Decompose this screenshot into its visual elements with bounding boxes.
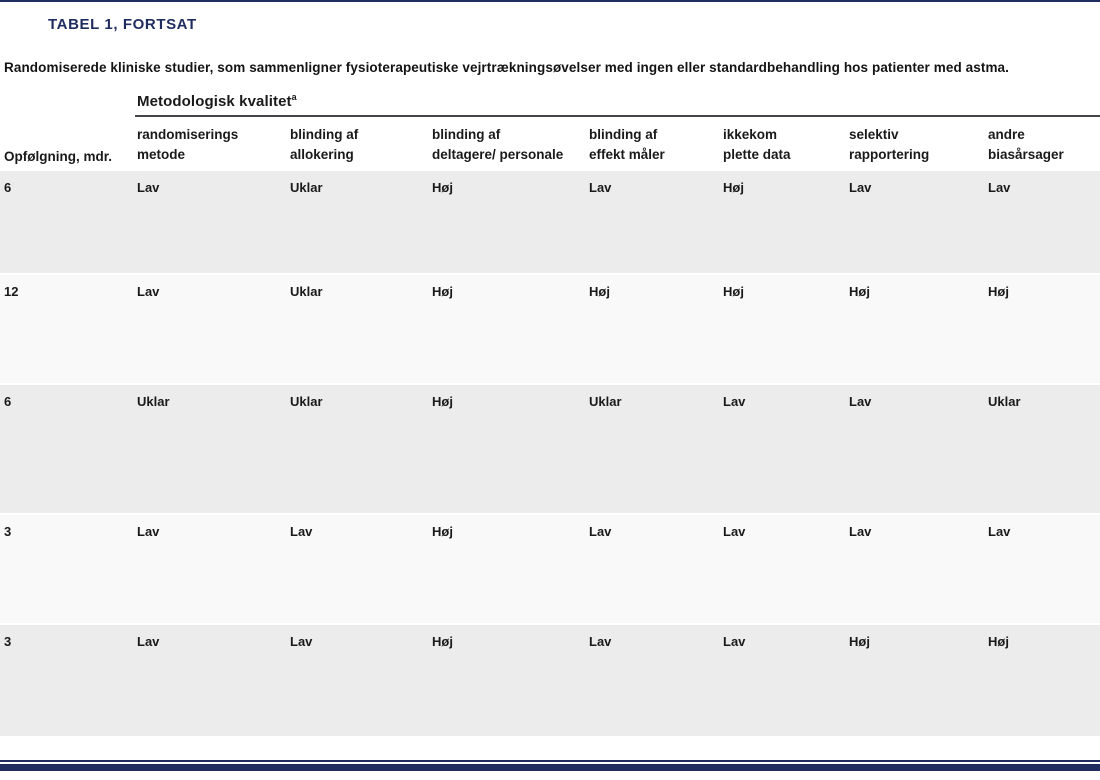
quality-cell: Lav xyxy=(135,170,288,274)
quality-cell: Uklar xyxy=(288,384,430,514)
group-header xyxy=(135,92,1100,116)
quality-cell: Høj xyxy=(847,274,986,384)
column-header-line1: selektiv xyxy=(849,127,899,142)
methodological-quality-table xyxy=(0,92,1100,736)
column-header-line2: deltagere/ personale xyxy=(432,146,564,162)
quality-cell: Høj xyxy=(587,274,721,384)
quality-cell: Lav xyxy=(847,170,986,274)
quality-cell: Lav xyxy=(288,624,430,736)
quality-cell: Lav xyxy=(986,170,1100,274)
table-row xyxy=(0,384,1100,514)
group-header-label: Metodologisk kvalitet xyxy=(137,93,292,110)
quality-cell: Lav xyxy=(135,274,288,384)
bottom-thick-rule xyxy=(0,764,1100,771)
followup-cell: 3 xyxy=(0,514,135,624)
column-header xyxy=(135,116,288,170)
quality-cell: Uklar xyxy=(288,170,430,274)
column-header-line1: randomiserings xyxy=(137,127,239,142)
column-header-line1: blinding af xyxy=(290,127,359,142)
column-header-line2: effekt måler xyxy=(589,146,665,162)
page-title: TABEL 1, FORTSAT xyxy=(48,16,197,33)
quality-cell: Uklar xyxy=(986,384,1100,514)
quality-cell: Høj xyxy=(430,274,587,384)
column-header-followup: Opfølgning, mdr. xyxy=(4,149,112,165)
quality-cell: Lav xyxy=(986,514,1100,624)
column-header-row xyxy=(0,116,1100,170)
column-header-line2: rapportering xyxy=(849,146,930,162)
quality-cell: Lav xyxy=(587,170,721,274)
quality-cell: Uklar xyxy=(135,384,288,514)
group-header-spacer xyxy=(0,92,135,116)
followup-cell: 12 xyxy=(0,274,135,384)
quality-cell: Lav xyxy=(135,514,288,624)
quality-cell: Lav xyxy=(721,514,847,624)
quality-cell: Lav xyxy=(847,514,986,624)
quality-cell: Høj xyxy=(430,384,587,514)
quality-cell: Lav xyxy=(721,384,847,514)
column-header-line1: andre xyxy=(988,127,1025,142)
group-header-row xyxy=(0,92,1100,116)
quality-cell: Høj xyxy=(430,170,587,274)
quality-cell: Lav xyxy=(135,624,288,736)
quality-cell: Uklar xyxy=(288,274,430,384)
table-caption: Randomiserede kliniske studier, som sammenligner fysioterapeutiske vejrtrækningsøvelser med ingen eller standardbehandling hos patienter med astma. xyxy=(4,60,1010,75)
table-row xyxy=(0,514,1100,624)
quality-cell: Lav xyxy=(721,624,847,736)
quality-cell: Lav xyxy=(847,384,986,514)
column-header xyxy=(587,116,721,170)
column-header-line2: allokering xyxy=(290,146,354,162)
quality-cell: Lav xyxy=(587,514,721,624)
column-header xyxy=(721,116,847,170)
quality-cell: Høj xyxy=(721,274,847,384)
column-header xyxy=(430,116,587,170)
column-header-line1: blinding af xyxy=(432,127,501,142)
column-header xyxy=(847,116,986,170)
followup-cell: 6 xyxy=(0,384,135,514)
column-header-line1: ikkekom xyxy=(723,127,778,142)
column-header xyxy=(288,116,430,170)
quality-cell: Høj xyxy=(721,170,847,274)
column-header xyxy=(986,116,1100,170)
quality-cell: Høj xyxy=(430,514,587,624)
bottom-border-rules xyxy=(0,760,1100,771)
table-body xyxy=(0,170,1100,736)
group-header-footnote-marker: a xyxy=(291,92,297,102)
followup-cell: 3 xyxy=(0,624,135,736)
quality-cell: Høj xyxy=(430,624,587,736)
quality-cell: Uklar xyxy=(587,384,721,514)
table-header xyxy=(0,92,1100,170)
top-border-rule xyxy=(0,0,1100,2)
quality-cell: Høj xyxy=(986,274,1100,384)
column-header-line2: biasårsager xyxy=(988,146,1064,162)
column-header-line1: blinding af xyxy=(589,127,658,142)
quality-cell: Høj xyxy=(986,624,1100,736)
quality-cell: Lav xyxy=(288,514,430,624)
column-header-line2: plette data xyxy=(723,146,791,162)
column-header-line2: metode xyxy=(137,146,186,162)
followup-cell: 6 xyxy=(0,170,135,274)
table-row xyxy=(0,274,1100,384)
quality-cell: Høj xyxy=(847,624,986,736)
table-row xyxy=(0,624,1100,736)
table-row xyxy=(0,170,1100,274)
quality-cell: Lav xyxy=(587,624,721,736)
